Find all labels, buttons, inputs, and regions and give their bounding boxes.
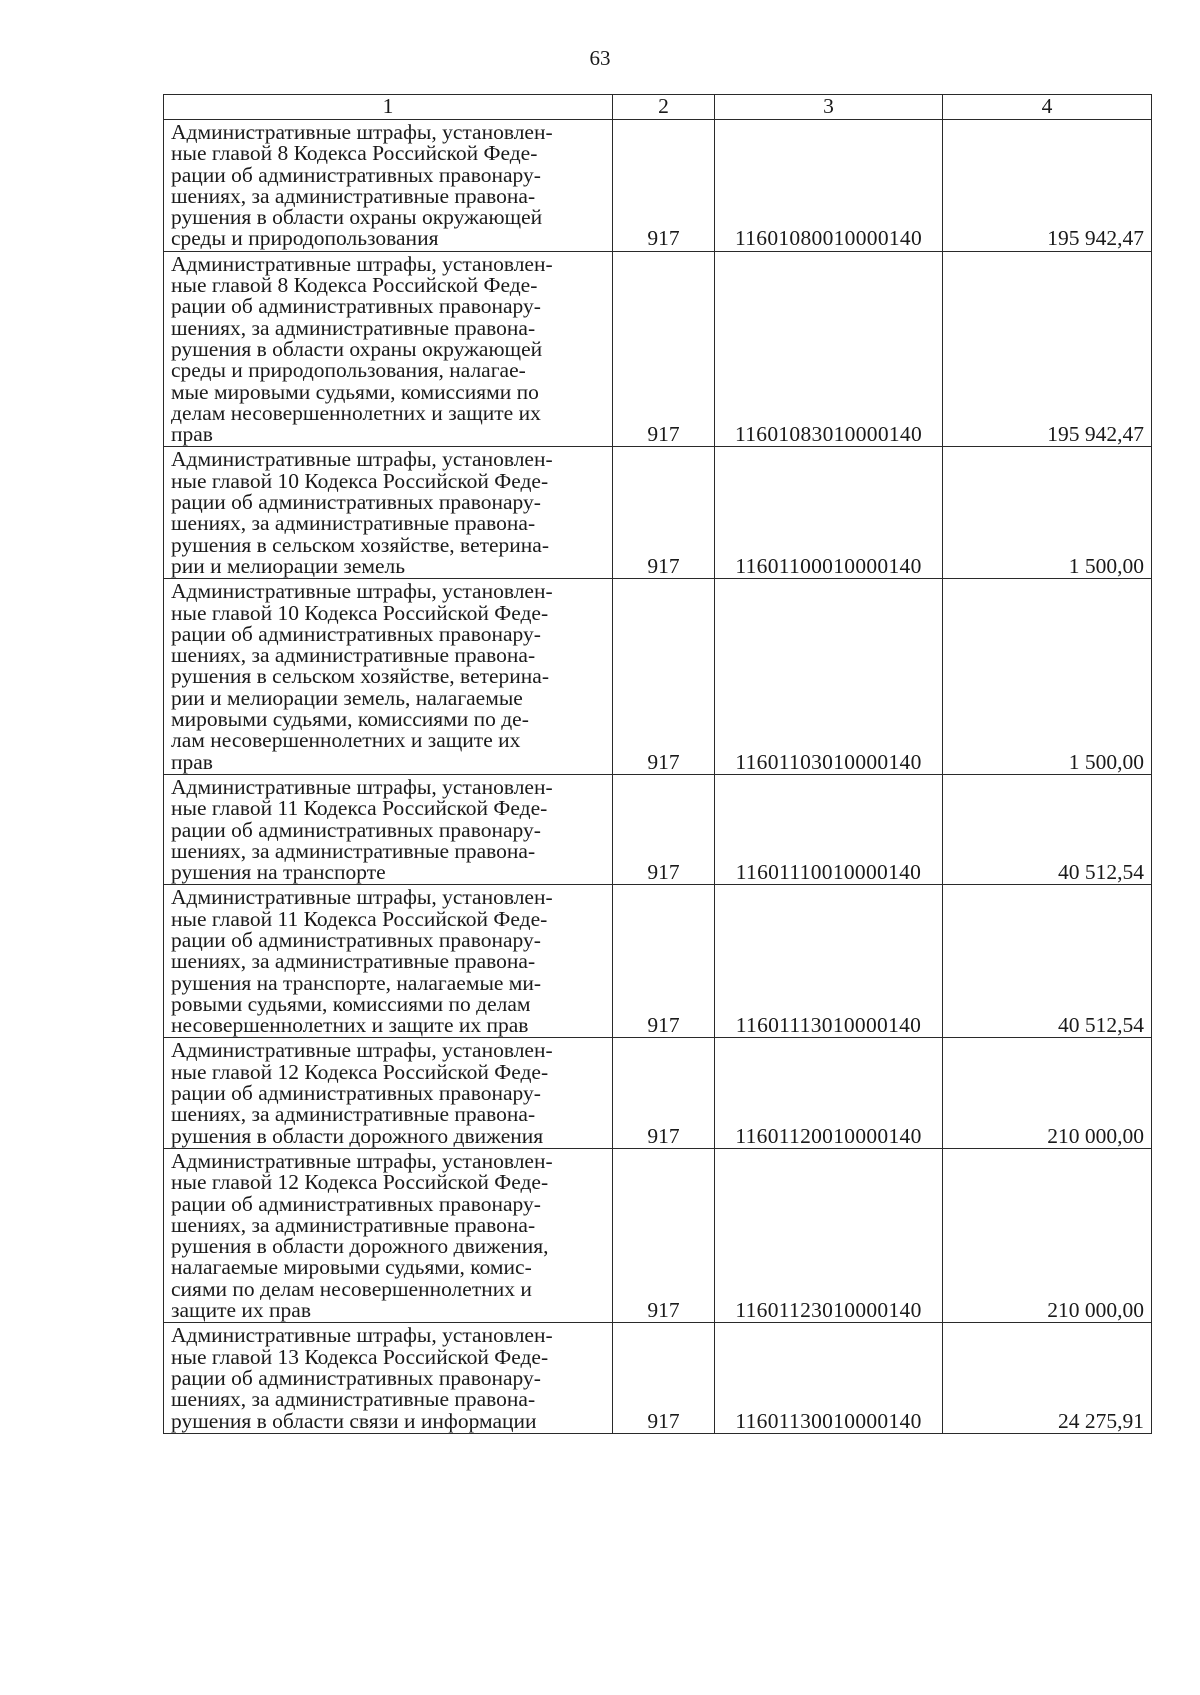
row-amount: 210 000,00 — [943, 1148, 1152, 1322]
table-row — [164, 885, 1152, 1038]
table-row — [164, 251, 1152, 447]
row-budget-code: 11601130010000140 — [715, 1323, 943, 1433]
row-admin-code: 917 — [613, 1038, 715, 1148]
row-budget-code: 11601103010000140 — [715, 579, 943, 775]
row-amount: 1 500,00 — [943, 447, 1152, 579]
row-admin-code: 917 — [613, 120, 715, 252]
row-amount: 195 942,47 — [943, 251, 1152, 447]
row-budget-code: 11601080010000140 — [715, 120, 943, 252]
row-budget-code: 11601120010000140 — [715, 1038, 943, 1148]
table-row — [164, 447, 1152, 579]
column-header-1: 1 — [164, 95, 613, 120]
table-row — [164, 1323, 1152, 1433]
table-row — [164, 774, 1152, 884]
table-row — [164, 1148, 1152, 1322]
revenue-table — [163, 94, 1152, 1434]
page-number: 63 — [589, 46, 611, 70]
row-description: Административные штрафы, установлен- ные главой 12 Кодекса Российской Феде- рации об административных правонару- шениях, за административные правона- рушения в области дорожного движения, налагаемые мировыми судьями, комис- сиями по делам несовершеннолетних и защите их прав — [164, 1148, 613, 1322]
row-description: Административные штрафы, установлен- ные главой 11 Кодекса Российской Феде- рации об административных правонару- шениях, за административные правона- рушения на транспорте, налагаемые ми- ровыми судьями, комиссиями по делам несовершеннолетних и защите их прав — [164, 885, 613, 1038]
row-amount: 24 275,91 — [943, 1323, 1152, 1433]
row-admin-code: 917 — [613, 579, 715, 775]
table-row — [164, 579, 1152, 775]
table-row — [164, 120, 1152, 252]
table-header-row — [164, 95, 1152, 120]
row-budget-code: 11601083010000140 — [715, 251, 943, 447]
row-amount: 1 500,00 — [943, 579, 1152, 775]
row-budget-code: 11601100010000140 — [715, 447, 943, 579]
row-description: Административные штрафы, установлен- ные главой 10 Кодекса Российской Феде- рации об административных правонару- шениях, за административные правона- рушения в сельском хозяйстве, ветерина- рии и мелиорации земель — [164, 447, 613, 579]
row-amount: 195 942,47 — [943, 120, 1152, 252]
row-description: Административные штрафы, установлен- ные главой 11 Кодекса Российской Феде- рации об административных правонару- шениях, за административные правона- рушения на транспорте — [164, 774, 613, 884]
row-admin-code: 917 — [613, 774, 715, 884]
row-description: Административные штрафы, установлен- ные главой 12 Кодекса Российской Феде- рации об административных правонару- шениях, за административные правона- рушения в области дорожного движения — [164, 1038, 613, 1148]
row-amount: 40 512,54 — [943, 885, 1152, 1038]
column-header-3: 3 — [715, 95, 943, 120]
row-budget-code: 11601123010000140 — [715, 1148, 943, 1322]
column-header-4: 4 — [943, 95, 1152, 120]
column-header-2: 2 — [613, 95, 715, 120]
row-budget-code: 11601110010000140 — [715, 774, 943, 884]
row-description: Административные штрафы, установлен- ные главой 10 Кодекса Российской Феде- рации об административных правонару- шениях, за административные правона- рушения в сельском хозяйстве, ветерина- рии и мелиорации земель, налагаемые мировыми судьями, комиссиями по де- лам несовершеннолетних и защите их прав — [164, 579, 613, 775]
row-description: Административные штрафы, установлен- ные главой 8 Кодекса Российской Феде- рации об административных правонару- шениях, за административные правона- рушения в области охраны окружающей среды и природопользования, налагае- мые мировыми судьями, комиссиями по делам несовершеннолетних и защите их прав — [164, 251, 613, 447]
row-admin-code: 917 — [613, 447, 715, 579]
row-budget-code: 11601113010000140 — [715, 885, 943, 1038]
table-row — [164, 1038, 1152, 1148]
row-admin-code: 917 — [613, 1323, 715, 1433]
row-admin-code: 917 — [613, 885, 715, 1038]
row-amount: 40 512,54 — [943, 774, 1152, 884]
row-admin-code: 917 — [613, 251, 715, 447]
row-amount: 210 000,00 — [943, 1038, 1152, 1148]
row-admin-code: 917 — [613, 1148, 715, 1322]
row-description: Административные штрафы, установлен- ные главой 13 Кодекса Российской Феде- рации об административных правонару- шениях, за административные правона- рушения в области связи и информации — [164, 1323, 613, 1433]
row-description: Административные штрафы, установлен- ные главой 8 Кодекса Российской Феде- рации об административных правонару- шениях, за административные правона- рушения в области охраны окружающей среды и природопользования — [164, 120, 613, 252]
